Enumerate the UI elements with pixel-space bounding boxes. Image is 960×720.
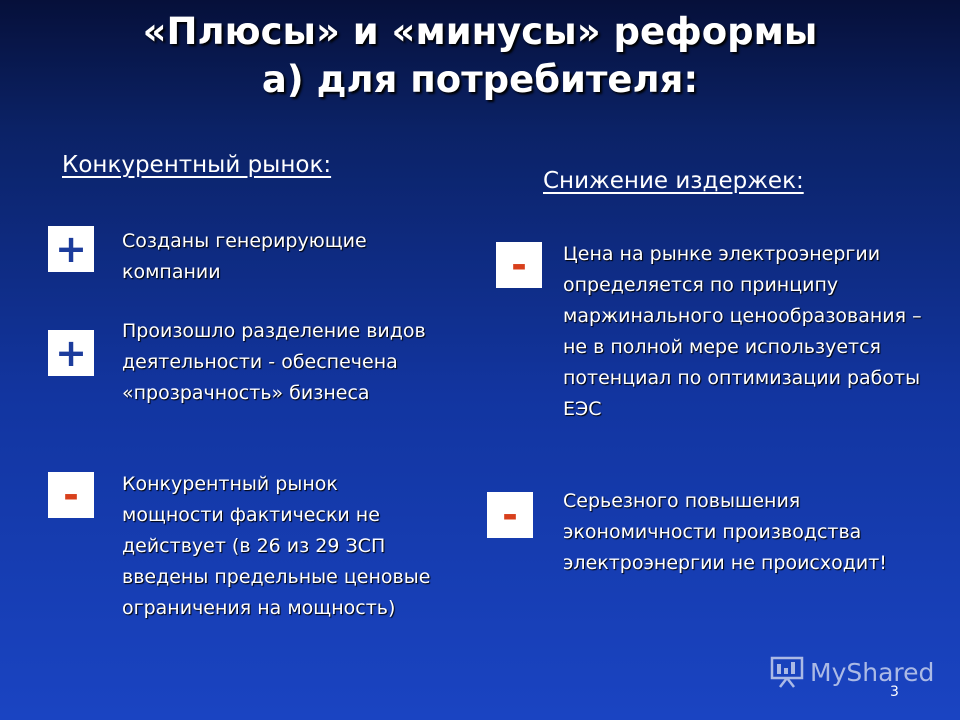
- right-item-1-text: Цена на рынке электроэнергии определяется по принципу маржинального ценообразования – не в полной мере используется потенциал по оптимизации работы ЕЭС: [563, 243, 922, 420]
- minus-sign-icon: -: [496, 242, 542, 288]
- watermark-text: MyShared: [810, 657, 935, 687]
- right-column-heading: Снижение издержек:: [543, 168, 804, 194]
- minus-sign-icon: -: [487, 492, 533, 538]
- watermark-logo: [770, 656, 934, 688]
- left-column-heading: Конкурентный рынок:: [62, 152, 332, 178]
- minus-sign-icon: -: [48, 472, 94, 518]
- plus-sign-icon: +: [48, 226, 94, 272]
- left-item-3-text: Конкурентный рынок мощности фактически не действует (в 26 из 29 ЗСП введены предельные ценовые ограничения на мощность): [122, 473, 431, 619]
- right-item-2-text: Серьезного повышения экономичности производства электроэнергии не происходит!: [563, 490, 887, 574]
- slide-title-line1: «Плюсы» и «минусы» реформы: [142, 10, 818, 53]
- presentation-board-icon: [770, 656, 804, 688]
- plus-sign-icon: +: [48, 330, 94, 376]
- left-item-2-text: Произошло разделение видов деятельности - обеспечена «прозрачность» бизнеса: [122, 320, 426, 404]
- page-number: 3: [890, 684, 899, 700]
- left-item-1-text: Созданы генерирующие компании: [122, 230, 367, 283]
- slide-title-line2: а) для потребителя:: [261, 58, 699, 101]
